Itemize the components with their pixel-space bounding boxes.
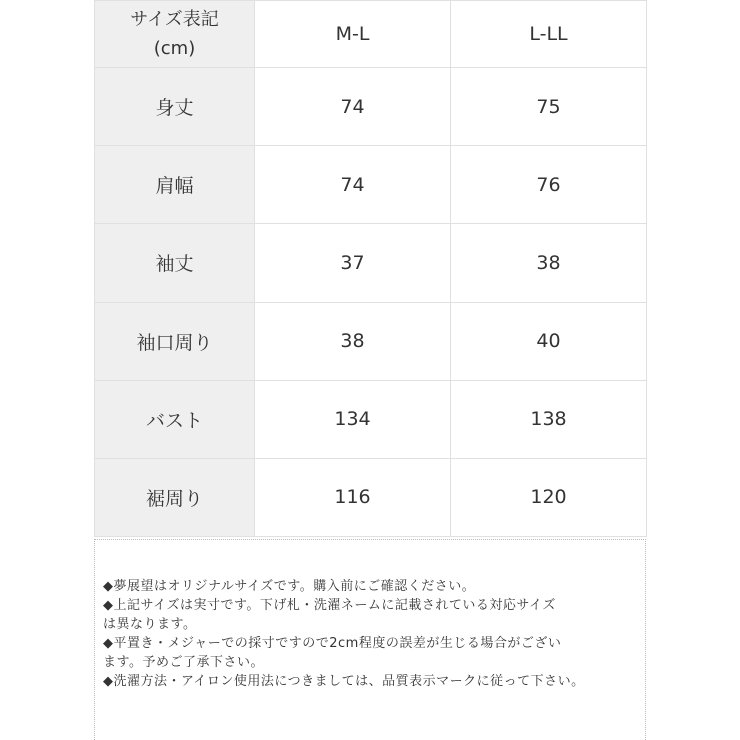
table-header-row xyxy=(95,1,647,68)
table-row xyxy=(95,224,647,302)
table-row xyxy=(95,458,647,536)
row-value: 74 xyxy=(255,146,451,224)
row-label: 肩幅 xyxy=(95,146,255,224)
row-label: 袖丈 xyxy=(95,224,255,302)
row-label: バスト xyxy=(95,380,255,458)
row-value: 138 xyxy=(451,380,647,458)
table-row xyxy=(95,302,647,380)
row-value: 38 xyxy=(255,302,451,380)
note-line: ます。予めご了承下さい。 xyxy=(103,655,264,670)
row-label: 袖口周り xyxy=(95,302,255,380)
table-row xyxy=(95,68,647,146)
note-line: ◆平置き・メジャーでの採寸ですので2cm程度の誤差が生じる場合がござい xyxy=(103,636,562,651)
row-value: 74 xyxy=(255,68,451,146)
row-value: 40 xyxy=(451,302,647,380)
row-value: 134 xyxy=(255,380,451,458)
size-label-title: サイズ表記 xyxy=(130,9,219,31)
note-line: ◆上記サイズは実寸です。下げ札・洗濯ネームに記載されている対応サイズ xyxy=(103,598,556,613)
row-value: 37 xyxy=(255,224,451,302)
notes-box xyxy=(94,539,646,740)
size-header-l-ll: L-LL xyxy=(451,1,647,68)
table-row xyxy=(95,146,647,224)
row-value: 120 xyxy=(451,458,647,536)
row-value: 75 xyxy=(451,68,647,146)
size-label-unit: (cm) xyxy=(153,38,196,60)
row-label: 身丈 xyxy=(95,68,255,146)
row-value: 38 xyxy=(451,224,647,302)
notes-list xyxy=(103,577,648,691)
size-header-m-l: M-L xyxy=(255,1,451,68)
note-line: ◆夢展望はオリジナルサイズです。購入前にご確認ください。 xyxy=(103,579,476,594)
row-value: 116 xyxy=(255,458,451,536)
table-row xyxy=(95,380,647,458)
size-label-header xyxy=(95,1,255,68)
note-line: は異なります。 xyxy=(103,617,197,632)
size-table xyxy=(94,0,647,537)
row-value: 76 xyxy=(451,146,647,224)
note-line: ◆洗濯方法・アイロン使用法につきましては、品質表示マークに従って下さい。 xyxy=(103,674,585,689)
row-label: 裾周り xyxy=(95,458,255,536)
